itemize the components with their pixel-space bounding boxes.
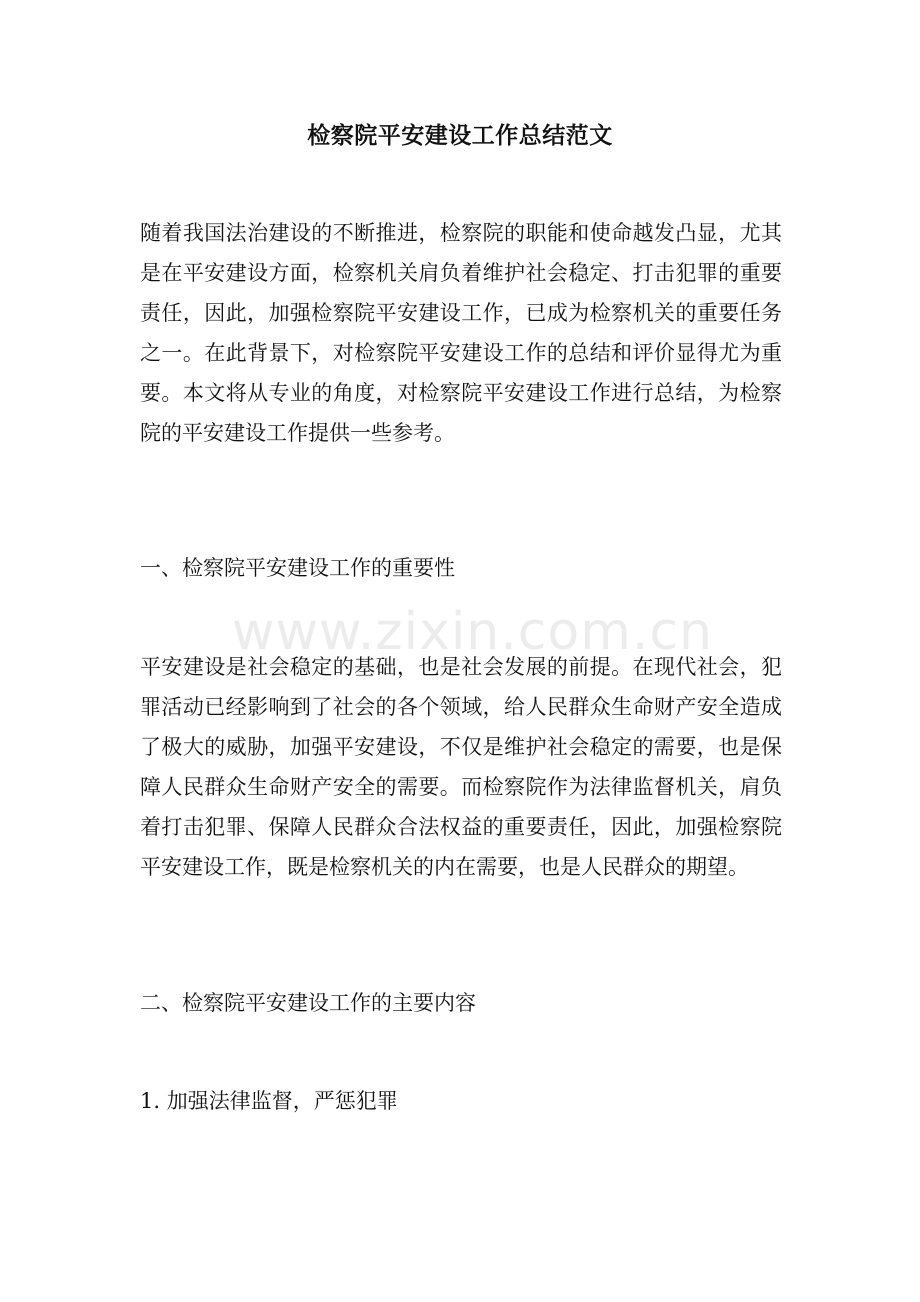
- document-title: 检察院平安建设工作总结范文: [307, 122, 613, 149]
- importance-paragraph: 平安建设是社会稳定的基础，也是社会发展的前提。在现代社会，犯罪活动已经影响到了社会的各个领域，给人民群众生命财产安全造成了极大的威胁，加强平安建设，不仅是维护社会稳定的需要，也是保障人民群众生命财产安全的需要。而检察院作为法律监督机关，肩负着打击犯罪、保障人民群众合法权益的重要责任，因此，加强检察院平安建设工作，既是检察机关的内在需要，也是人民群众的期望。: [140, 655, 782, 879]
- section-heading-main-content: 二、检察院平安建设工作的主要内容: [140, 991, 476, 1015]
- intro-paragraph: 随着我国法治建设的不断推进，检察院的职能和使命越发凸显，尤其是在平安建设方面，检察机关肩负着维护社会稳定、打击犯罪的重要责任，因此，加强检察院平安建设工作，已成为检察机关的重要任务之一。在此背景下，对检察院平安建设工作的总结和评价显得尤为重要。本文将从专业的角度，对检察院平安建设工作进行总结，为检察院的平安建设工作提供一些参考。: [140, 221, 782, 445]
- watermark-text: www.zixin.com.cn: [232, 602, 713, 662]
- subsection-heading-legal-supervision: 1. 加强法律监督，严惩犯罪: [140, 1089, 398, 1113]
- section-heading-importance: 一、检察院平安建设工作的重要性: [140, 556, 455, 580]
